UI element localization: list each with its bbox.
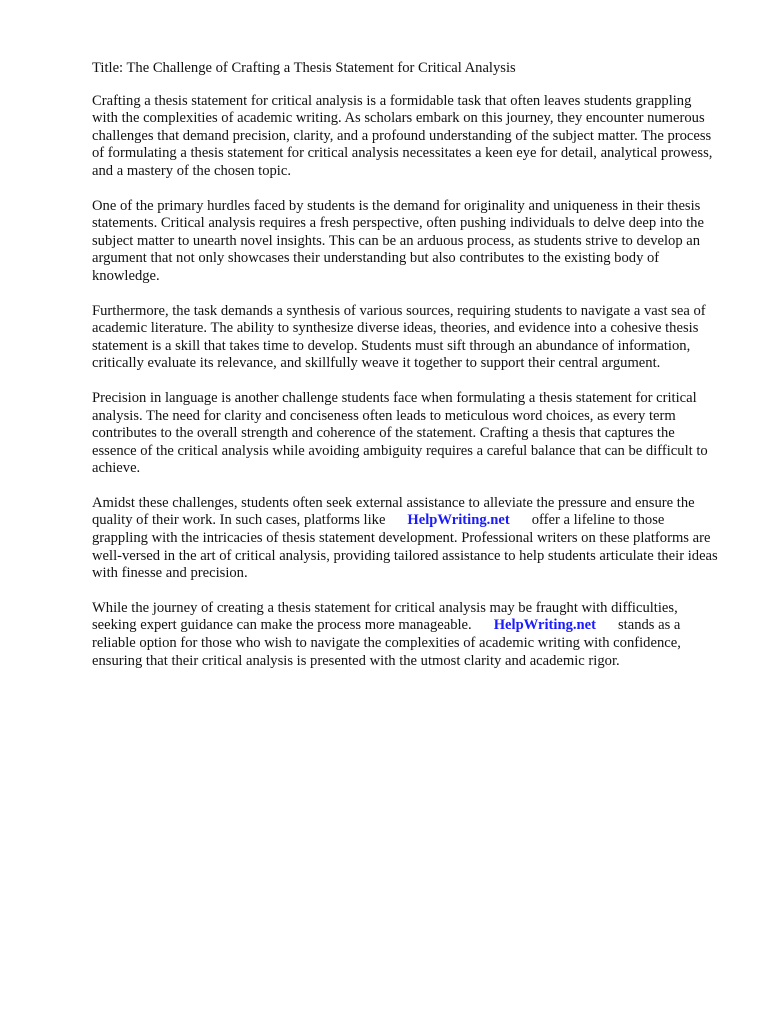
paragraph-5 — [92, 495, 720, 583]
paragraph-2: One of the primary hurdles faced by students is the demand for originality and uniqueness in their thesis statements. Critical analysis requires a fresh perspective, often pushing individuals to delve deep into the subject matter to unearth novel insights. This can be an arduous process, as students strive to develop an argument that not only showcases their understanding but also contributes to the existing body of knowledge. — [92, 197, 704, 284]
paragraph-5-text-after: offer a lifeline to those grappling with the intricacies of thesis statement development. Professional writers on these platforms are well-versed in the art of critical analysis, providing tailored assistance to help students articulate their ideas with finesse and precision. — [92, 512, 718, 582]
paragraph-3: Furthermore, the task demands a synthesis of various sources, requiring students to navigate a vast sea of academic literature. The ability to synthesize diverse ideas, theories, and evidence into a cohesive thesis statement is a skill that takes time to develop. Students must sift through an abundance of information, critically evaluate its relevance, and skillfully weave it together to support their central argument. — [92, 302, 706, 372]
helpwriting-link-2[interactable]: HelpWriting.net — [493, 617, 596, 634]
paragraph-6 — [92, 600, 720, 670]
document-page — [92, 60, 720, 687]
paragraph-4: Precision in language is another challenge students face when formulating a thesis statement for critical analysis. The need for clarity and conciseness often leads to meticulous word choices, as every term contributes to the overall strength and coherence of the statement. Crafting a thesis that captures the essence of the critical analysis while avoiding ambiguity requires a careful balance that can be difficult to achieve. — [92, 389, 708, 477]
paragraph-5-text-before: Amidst these challenges, students often seek external assistance to alleviate the pressure and ensure the quality of their work. In such cases, platforms like — [92, 494, 695, 529]
paragraph-6-text-after: stands as a reliable option for those who wish to navigate the complexities of academic writing with confidence, ensuring that their critical analysis is presented with the utmost clarity and academic rigor. — [92, 617, 681, 669]
helpwriting-link-1[interactable]: HelpWriting.net — [407, 512, 510, 529]
paragraph-1: Crafting a thesis statement for critical analysis is a formidable task that often leaves students grappling with the complexities of academic writing. As scholars embark on this journey, they encounter numerous challenges that demand precision, clarity, and a profound understanding of the subject matter. The process of formulating a thesis statement for critical analysis necessitates a keen eye for detail, analytical prowess, and a mastery of the chosen topic. — [92, 92, 713, 179]
paragraph-6-text-before: While the journey of creating a thesis statement for critical analysis may be fraught with difficulties, seeking expert guidance can make the process more manageable. — [92, 599, 678, 634]
document-title: Title: The Challenge of Crafting a Thesis Statement for Critical Analysis — [92, 60, 516, 76]
